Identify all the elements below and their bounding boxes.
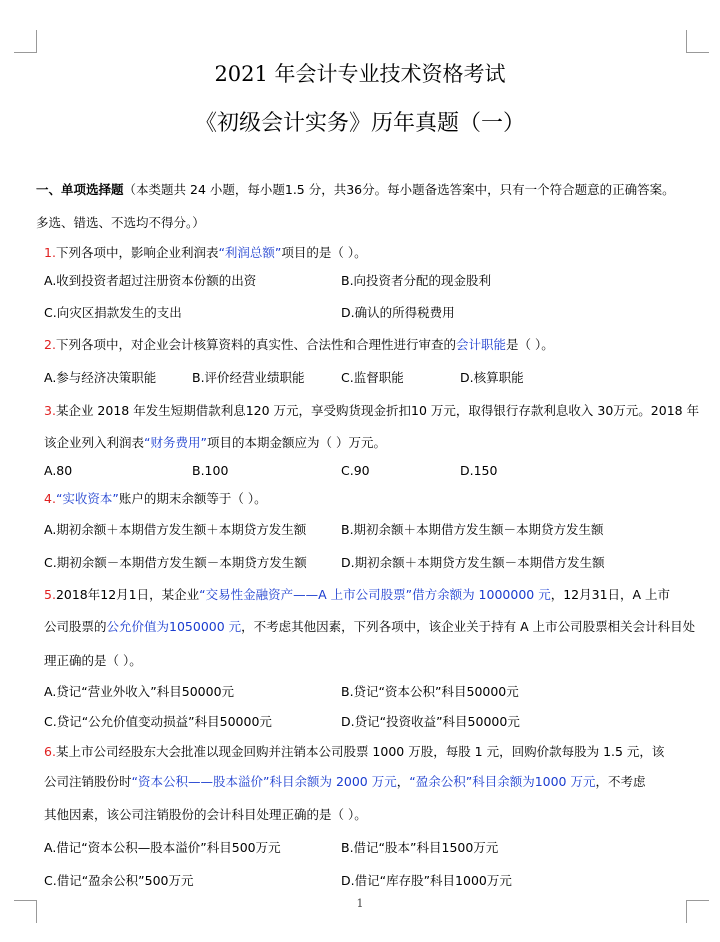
question-keyword: “财务费用”: [144, 435, 207, 450]
q5-option-a: A.贷记“营业外收入”科目50000元: [44, 684, 235, 699]
question-text: 该企业列入利润表: [44, 435, 145, 450]
q1-option-a: A.收到投资者超过注册资本份额的出资: [44, 273, 257, 288]
q3-option-b: B.100: [192, 463, 229, 478]
question-3: [44, 401, 700, 419]
question-6-line3: 其他因素，该公司注销股份的会计科目处理正确的是（ ）。: [44, 807, 367, 822]
question-1: [44, 243, 680, 261]
section-intro: [36, 180, 680, 198]
q4-option-d: D.期初余额＋本期贷方发生额－本期借方发生额: [341, 555, 605, 570]
q2-option-a: A.参与经济决策职能: [44, 370, 157, 385]
question-number: 5.: [44, 587, 56, 602]
q4-option-b: B.期初余额＋本期借方发生额－本期贷方发生额: [341, 522, 604, 537]
document-title: 2021 年会计专业技术资格考试: [214, 62, 506, 86]
q6-option-a: A.借记“资本公积—股本溢价”科目500万元: [44, 840, 281, 855]
question-text: 公司股票的: [44, 619, 107, 634]
question-2: [44, 335, 680, 353]
q5-option-b: B.贷记“资本公积”科目50000元: [341, 684, 519, 699]
q5-option-d: D.贷记“投资收益”科目50000元: [341, 714, 520, 729]
question-keyword: “实收资本”: [55, 491, 119, 506]
q2-option-b: B.评价经营业绩职能: [192, 370, 305, 385]
question-6-line2: [44, 772, 680, 790]
question-keyword: “盈余公积”科目余额为1000 万元: [409, 774, 596, 789]
question-keyword: 公允价值为1050000 元: [106, 619, 242, 634]
question-text: 某企业 2018 年发生短期借款利息120 万元，享受购货现金折扣10 万元，取得银行存款利息收入 30万元。2018 年: [55, 403, 700, 418]
section-intro-text: （本类题共 24 小题，每小题1.5 分，共36分。每小题备选答案中，只有一个符合题意的正确答案。: [123, 182, 675, 197]
q1-option-d: D.确认的所得税费用: [341, 305, 455, 320]
q1-option-b: B.向投资者分配的现金股利: [341, 273, 492, 288]
document-subtitle: 《初级会计实务》历年真题（一）: [194, 111, 525, 136]
question-text: 公司注销股份时: [44, 774, 132, 789]
question-text: 某上市公司经股东大会批准以现金回购并注销本公司股票 1000 万股，每股 1 元，回购价款每股为 1.5 元，该: [55, 744, 665, 759]
question-5: [44, 585, 680, 603]
q3-option-d: D.150: [460, 463, 498, 478]
section-heading: 一、单项选择题: [36, 182, 124, 197]
question-text: ，: [396, 774, 410, 789]
q2-option-d: D.核算职能: [460, 370, 524, 385]
q4-option-c: C.期初余额－本期借方发生额－本期贷方发生额: [44, 555, 307, 570]
question-keyword: 会计职能: [455, 337, 506, 352]
crop-mark-top-left: [14, 30, 37, 53]
q3-option-c: C.90: [341, 463, 370, 478]
question-text: ，不考虑其他因素，下列各项中，该企业关于持有 A 上市公司股票相关会计科目处: [241, 619, 696, 634]
question-text: ，12月31日，A 上市: [550, 587, 671, 602]
page-number: 1: [356, 897, 364, 910]
question-number: 4.: [44, 491, 56, 506]
question-keyword: “资本公积——股本溢价”科目余额为 2000 万元: [131, 774, 397, 789]
section-intro-line2: 多选、错选、不选均不得分。）: [36, 215, 205, 230]
question-number: 1.: [44, 245, 56, 260]
q6-option-d: D.借记“库存股”科目1000万元: [341, 873, 512, 888]
question-text: 下列各项中，对企业会计核算资料的真实性、合法性和合理性进行审查的: [55, 337, 456, 352]
q5-option-c: C.贷记“公允价值变动损益”科目50000元: [44, 714, 272, 729]
q1-option-c: C.向灾区捐款发生的支出: [44, 305, 182, 320]
question-text: 是（ ）。: [505, 337, 554, 352]
question-number: 2.: [44, 337, 56, 352]
question-4: [44, 489, 680, 507]
q6-option-c: C.借记“盈余公积”500万元: [44, 873, 194, 888]
q2-option-c: C.监督职能: [341, 370, 404, 385]
question-text: ，不考虑: [595, 774, 646, 789]
question-keyword: “利润总额”: [218, 245, 282, 260]
question-6: [44, 742, 680, 760]
question-text: 2018年12月1日，某企业: [55, 587, 200, 602]
question-text: 项目的是（ ）。: [281, 245, 367, 260]
q6-option-b: B.借记“股本”科目1500万元: [341, 840, 499, 855]
question-number: 6.: [44, 744, 56, 759]
question-text: 账户的期末余额等于（ ）。: [118, 491, 267, 506]
question-text: 下列各项中，影响企业利润表: [55, 245, 219, 260]
crop-mark-top-right: [686, 30, 709, 53]
q4-option-a: A.期初余额＋本期借方发生额＋本期贷方发生额: [44, 522, 307, 537]
question-text: 项目的本期金额应为（ ）万元。: [206, 435, 386, 450]
question-3-line2: [44, 433, 680, 451]
q3-option-a: A.80: [44, 463, 73, 478]
question-5-line2: [44, 617, 696, 635]
question-keyword: “交易性金融资产——A 上市公司股票”借方余额为 1000000 元: [199, 587, 551, 602]
question-number: 3.: [44, 403, 56, 418]
question-5-line3: 理正确的是（ ）。: [44, 653, 142, 668]
